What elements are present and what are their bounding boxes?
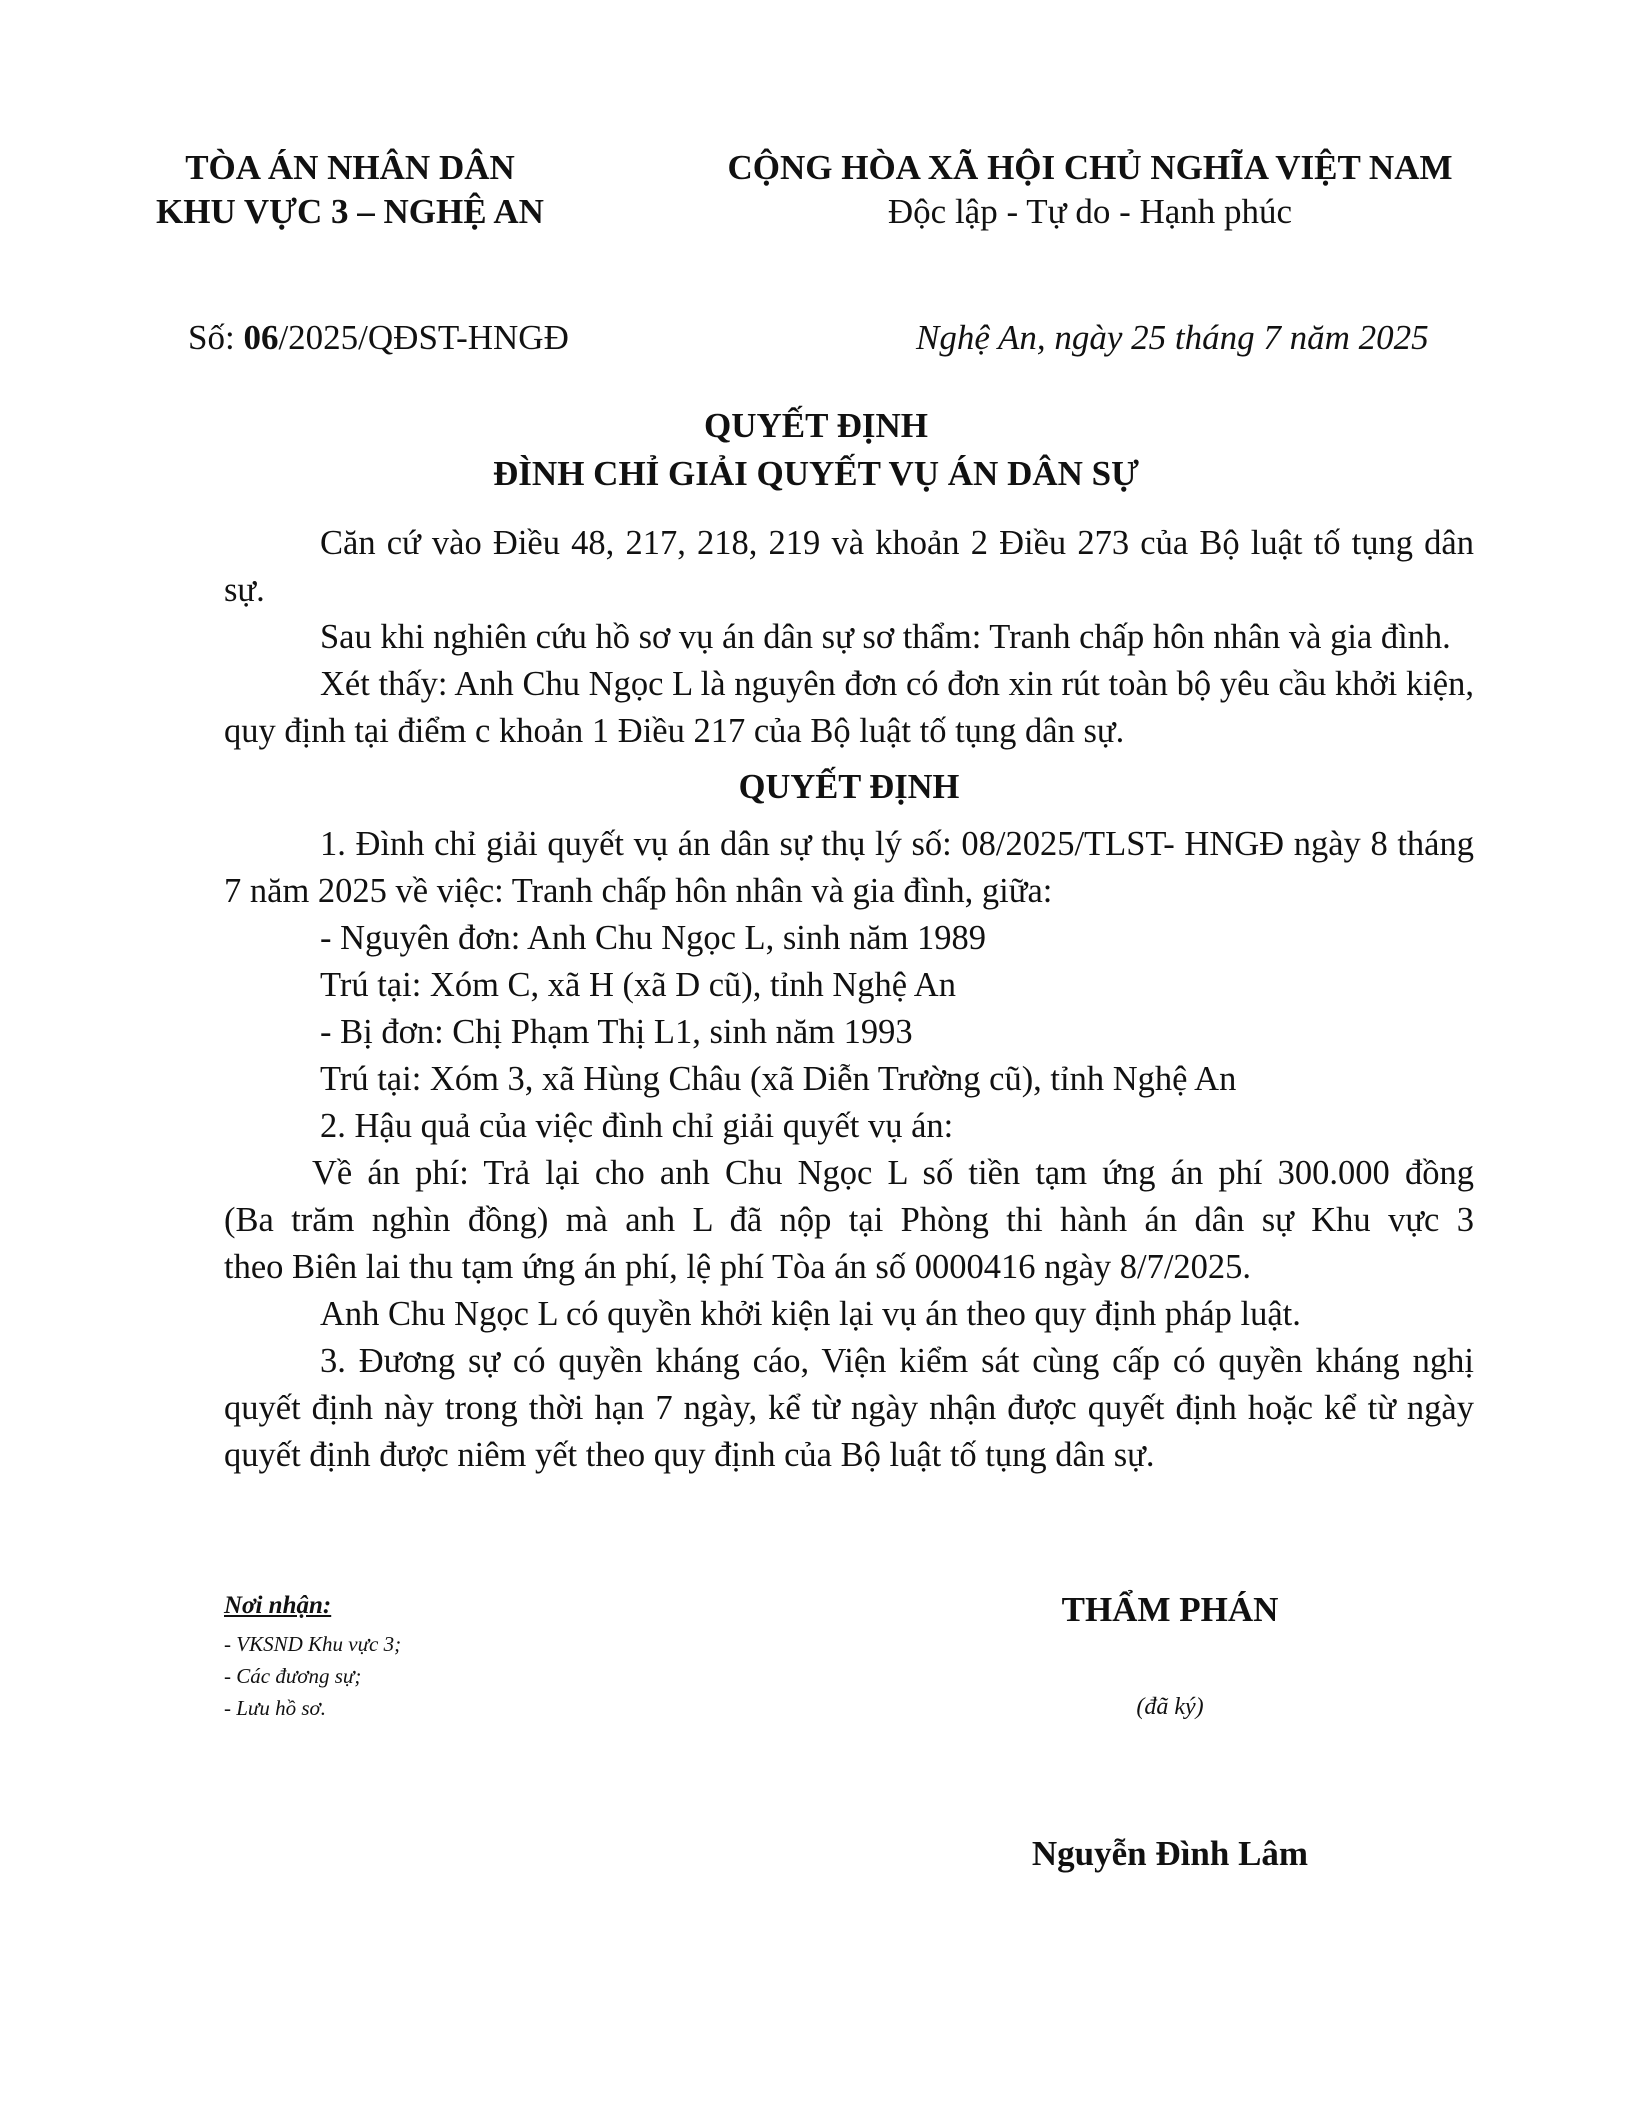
doc-number-value: 06 [243, 318, 279, 357]
consideration-paragraph: Xét thấy: Anh Chu Ngọc L là nguyên đơn có đơn xin rút toàn bộ yêu cầu khởi kiện, quy định tại điểm c khoản 1 Điều 217 của Bộ luật tố tụng dân sự. [224, 665, 1474, 750]
court-name-line1: TÒA ÁN NHÂN DÂN [185, 148, 515, 187]
place-date: Nghệ An, ngày 25 tháng 7 năm 2025 [916, 318, 1429, 357]
decision-item-2: 2. Hậu quả của việc đình chỉ giải quyết vụ án: [320, 1107, 954, 1145]
plaintiff-line: - Nguyên đơn: Anh Chu Ngọc L, sinh năm 1989 [320, 919, 987, 957]
court-fee-line-3: theo Biên lai thu tạm ứng án phí, lệ phí Tòa án số 0000416 ngày 8/7/2025. [224, 1248, 1252, 1286]
doc-number-prefix: Số: [188, 318, 244, 357]
document-number [188, 318, 569, 358]
right-to-sue-paragraph: Anh Chu Ngọc L có quyền khởi kiện lại vụ án theo quy định pháp luật. [320, 1295, 1301, 1333]
document-title: QUYẾT ĐỊNH [704, 406, 928, 445]
recipient-item: - VKSND Khu vực 3; [224, 1632, 402, 1656]
signer-name: Nguyễn Đình Lâm [1031, 1834, 1309, 1873]
court-name-line2: KHU VỰC 3 – NGHỆ AN [156, 192, 544, 231]
court-fee-line-2: (Ba trăm nghìn đồng) mà anh L đã nộp tại Phòng thi hành án dân sự Khu vực 3 [224, 1201, 1474, 1239]
recipient-item: - Các đương sự; [224, 1664, 362, 1688]
recipient-item: - Lưu hồ sơ. [224, 1696, 327, 1720]
plaintiff-address: Trú tại: Xóm C, xã H (xã D cũ), tỉnh Nghệ An [320, 966, 956, 1004]
legal-basis-paragraph: Căn cứ vào Điều 48, 217, 218, 219 và khoản 2 Điều 273 của Bộ luật tố tụng dân sự. [224, 524, 1474, 609]
case-study-paragraph: Sau khi nghiên cứu hồ sơ vụ án dân sự sơ thẩm: Tranh chấp hôn nhân và gia đình. [320, 618, 1451, 656]
defendant-address: Trú tại: Xóm 3, xã Hùng Châu (xã Diễn Trường cũ), tỉnh Nghệ An [320, 1060, 1237, 1098]
recipients-title: Nơi nhận: [224, 1592, 332, 1619]
national-title: CỘNG HÒA XÃ HỘI CHỦ NGHĨA VIỆT NAM [727, 148, 1453, 187]
defendant-line: - Bị đơn: Chị Phạm Thị L1, sinh năm 1993 [320, 1013, 913, 1051]
decision-heading: QUYẾT ĐỊNH [738, 768, 960, 806]
court-fee-line-1: Về án phí: Trả lại cho anh Chu Ngọc L số tiền tạm ứng án phí 300.000 đồng [312, 1154, 1474, 1192]
doc-number-suffix: /2025/QĐST-HNGĐ [278, 318, 569, 357]
document-body [224, 520, 1474, 1479]
document-subtitle: ĐÌNH CHỈ GIẢI QUYẾT VỤ ÁN DÂN SỰ [493, 454, 1139, 493]
signed-note: (đã ký) [1136, 1694, 1204, 1720]
decision-item-3: 3. Đương sự có quyền kháng cáo, Viện kiểm sát cùng cấp có quyền kháng nghị quyết định này trong thời hạn 7 ngày, kể từ ngày nhận được quyết định hoặc kể từ ngày quyết định được niêm yết theo quy định của Bộ luật tố tụng dân sự. [224, 1342, 1474, 1474]
national-motto: Độc lập - Tự do - Hạnh phúc [887, 192, 1293, 231]
signature-title: THẨM PHÁN [1061, 1590, 1279, 1629]
decision-item-1: 1. Đình chỉ giải quyết vụ án dân sự thụ lý số: 08/2025/TLST- HNGĐ ngày 8 tháng 7 năm 2025 về việc: Tranh chấp hôn nhân và gia đình, giữa: [224, 825, 1474, 910]
